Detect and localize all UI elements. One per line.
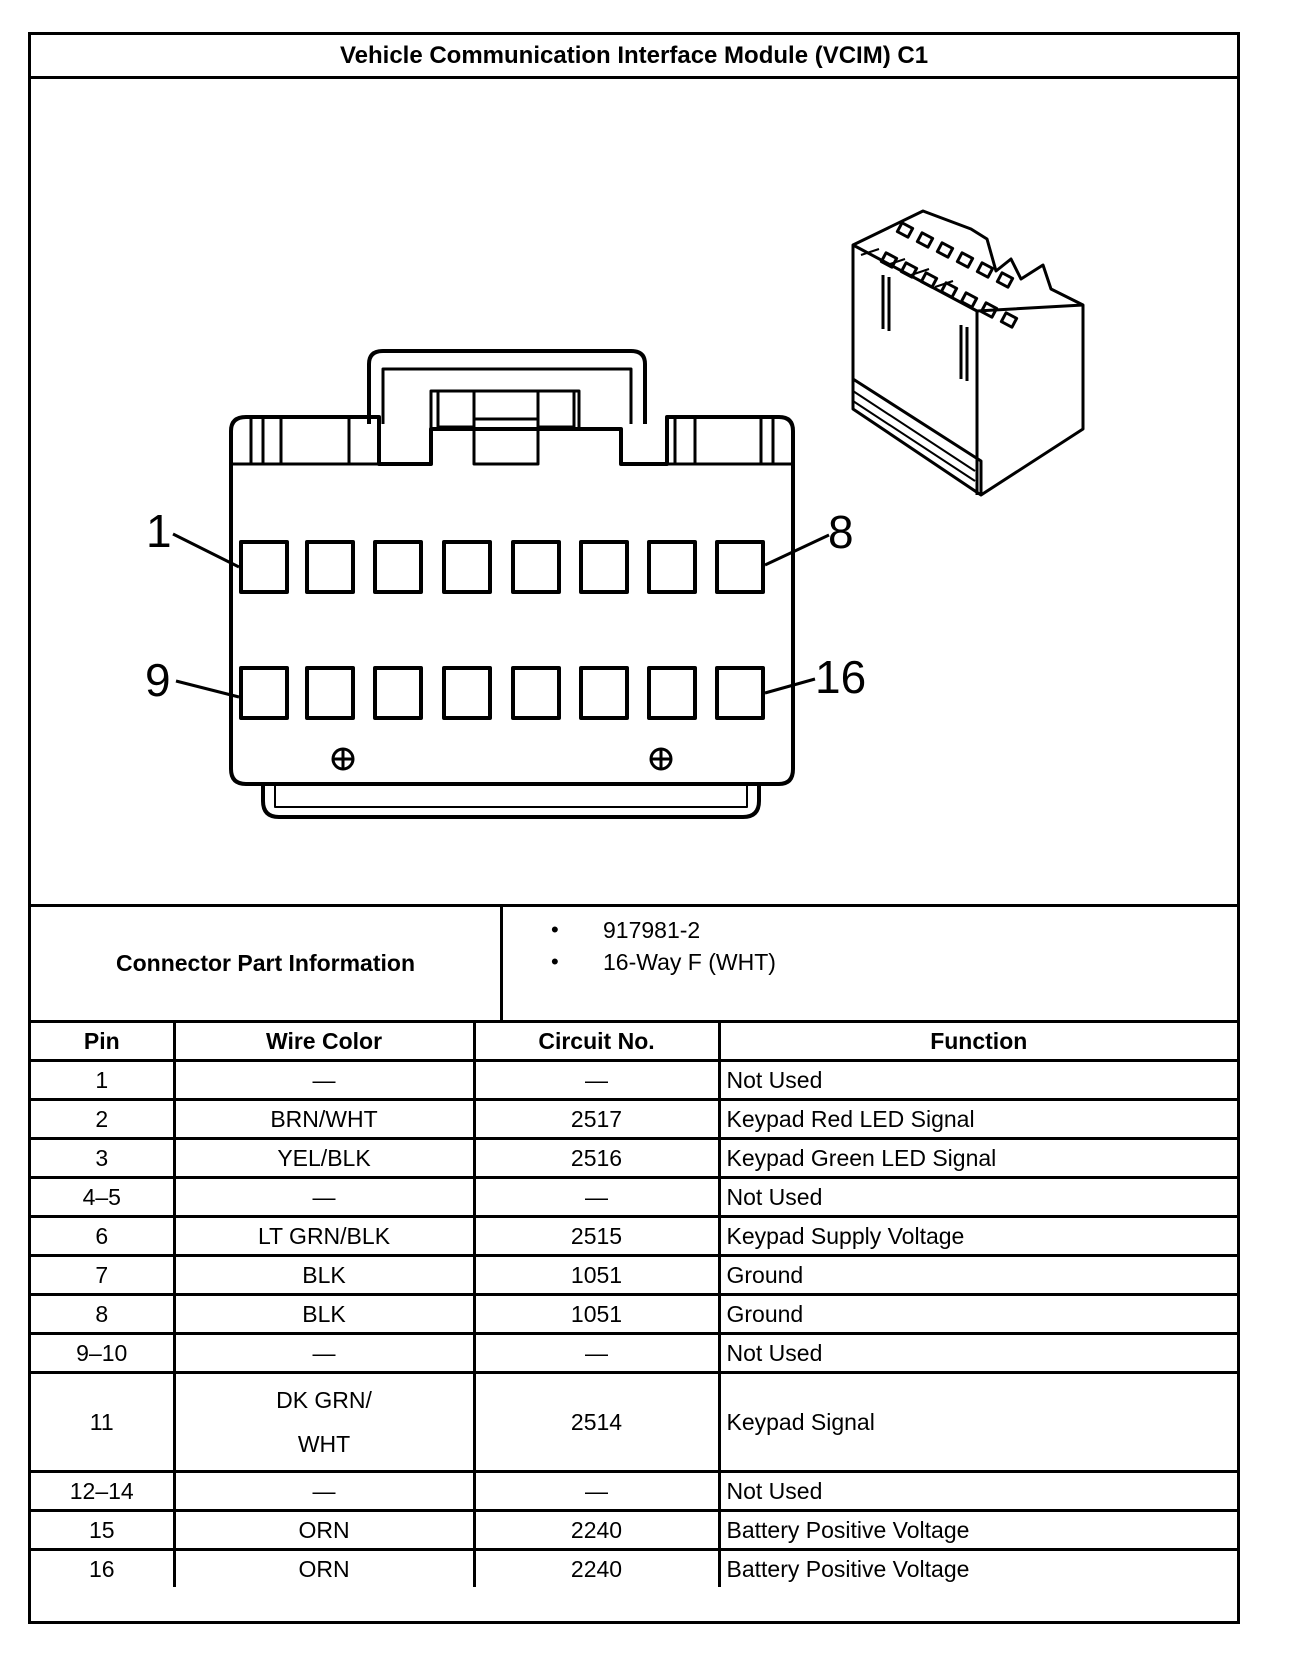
- circuit-cell: 2240: [474, 1511, 719, 1550]
- connector-sheet: [28, 32, 1240, 1624]
- function-cell: Keypad Signal: [719, 1373, 1237, 1472]
- wire-color-cell: —: [174, 1472, 474, 1511]
- function-cell: Not Used: [719, 1178, 1237, 1217]
- function-cell: Battery Positive Voltage: [719, 1511, 1237, 1550]
- function-cell: Ground: [719, 1295, 1237, 1334]
- wire-color-cell: [174, 1373, 474, 1472]
- header-wire-color: Wire Color: [174, 1023, 474, 1061]
- circuit-cell: —: [474, 1472, 719, 1511]
- wire-color-cell: YEL/BLK: [174, 1139, 474, 1178]
- pin-cavity: [307, 668, 353, 718]
- circuit-cell: —: [474, 1334, 719, 1373]
- function-cell: Not Used: [719, 1334, 1237, 1373]
- table-row: [31, 1100, 1237, 1139]
- connector-face-drawing: [31, 79, 1237, 904]
- table-row: [31, 1178, 1237, 1217]
- callout-9: 9: [145, 654, 171, 706]
- pin-cavity: [513, 668, 559, 718]
- pin-cell: 8: [31, 1295, 174, 1334]
- table-row: [31, 1295, 1237, 1334]
- pin-cell: 12–14: [31, 1472, 174, 1511]
- pin-cell: 6: [31, 1217, 174, 1256]
- bullet-icon: •: [551, 949, 559, 974]
- table-row: [31, 1139, 1237, 1178]
- header-function: Function: [719, 1023, 1237, 1061]
- pin-cavity: [444, 668, 490, 718]
- pin-cavity: [444, 542, 490, 592]
- connector-isometric-view: [853, 211, 1083, 495]
- table-row: [31, 1256, 1237, 1295]
- pin-cell: 3: [31, 1139, 174, 1178]
- bullet-icon: •: [551, 917, 559, 942]
- pin-cavity: [307, 542, 353, 592]
- table-row: [31, 1334, 1237, 1373]
- table-row: [31, 1550, 1237, 1588]
- pin-cell: 2: [31, 1100, 174, 1139]
- pin-cavity: [513, 542, 559, 592]
- connector-part-information: [31, 907, 1237, 1023]
- wire-color-cell: ORN: [174, 1550, 474, 1588]
- pin-cavity: [581, 668, 627, 718]
- pin-cavity: [375, 542, 421, 592]
- table-row: [31, 1373, 1237, 1472]
- pin-cavity: [375, 668, 421, 718]
- header-circuit-no: Circuit No.: [474, 1023, 719, 1061]
- circuit-cell: —: [474, 1061, 719, 1100]
- function-cell: Battery Positive Voltage: [719, 1550, 1237, 1588]
- pin-cavity: [649, 542, 695, 592]
- circuit-cell: 1051: [474, 1256, 719, 1295]
- pin-cavity: [649, 668, 695, 718]
- callout-leader-8: [765, 535, 829, 565]
- function-cell: Keypad Red LED Signal: [719, 1100, 1237, 1139]
- function-cell: Not Used: [719, 1061, 1237, 1100]
- function-cell: Ground: [719, 1256, 1237, 1295]
- bottom-rail: [263, 784, 759, 817]
- circuit-cell: 2517: [474, 1100, 719, 1139]
- pin-cavity: [241, 542, 287, 592]
- wire-color-line: WHT: [297, 1431, 351, 1457]
- circuit-cell: 2514: [474, 1373, 719, 1472]
- callout-1: 1: [146, 505, 172, 557]
- pin-cell: 1: [31, 1061, 174, 1100]
- circuit-cell: 2515: [474, 1217, 719, 1256]
- wire-color-cell: BLK: [174, 1295, 474, 1334]
- part-info-list: [503, 907, 1237, 1020]
- circuit-cell: 2516: [474, 1139, 719, 1178]
- housing-outline: [231, 417, 793, 784]
- table-row: [31, 1061, 1237, 1100]
- part-number: 917981-2: [603, 917, 701, 943]
- wire-color-cell: BLK: [174, 1256, 474, 1295]
- pin-cavity: [717, 668, 763, 718]
- table-header-row: [31, 1023, 1237, 1061]
- wire-color-cell: —: [174, 1178, 474, 1217]
- connector-illustration: [31, 79, 1237, 907]
- circuit-cell: —: [474, 1178, 719, 1217]
- pinout-table: [31, 1023, 1237, 1587]
- pin-cell: 16: [31, 1550, 174, 1588]
- function-cell: Keypad Supply Voltage: [719, 1217, 1237, 1256]
- wire-color-cell: LT GRN/BLK: [174, 1217, 474, 1256]
- wire-color-cell: —: [174, 1061, 474, 1100]
- callout-16: 16: [815, 651, 867, 703]
- wire-color-cell: —: [174, 1334, 474, 1373]
- circuit-cell: 2240: [474, 1550, 719, 1588]
- table-row: [31, 1217, 1237, 1256]
- page-title: Vehicle Communication Interface Module (VCIM) C1: [31, 35, 1237, 79]
- pin-cell: 4–5: [31, 1178, 174, 1217]
- pin-cavity: [717, 542, 763, 592]
- callout-leader-16: [765, 679, 815, 693]
- pin-cell: 15: [31, 1511, 174, 1550]
- pin-cavity: [581, 542, 627, 592]
- wire-color-cell: BRN/WHT: [174, 1100, 474, 1139]
- circuit-cell: 1051: [474, 1295, 719, 1334]
- pin-cell: 9–10: [31, 1334, 174, 1373]
- callout-8: 8: [828, 506, 854, 558]
- latch-outline: [369, 351, 645, 424]
- wire-color-line: DK GRN/: [276, 1387, 372, 1413]
- connector-type: 16-Way F (WHT): [603, 949, 776, 975]
- pin-cell: 7: [31, 1256, 174, 1295]
- table-row: [31, 1511, 1237, 1550]
- header-pin: Pin: [31, 1023, 174, 1061]
- function-cell: Keypad Green LED Signal: [719, 1139, 1237, 1178]
- function-cell: Not Used: [719, 1472, 1237, 1511]
- pin-cell: 11: [31, 1373, 174, 1472]
- table-row: [31, 1472, 1237, 1511]
- wire-color-cell: ORN: [174, 1511, 474, 1550]
- part-info-label: Connector Part Information: [31, 907, 503, 1020]
- pin-cavity: [241, 668, 287, 718]
